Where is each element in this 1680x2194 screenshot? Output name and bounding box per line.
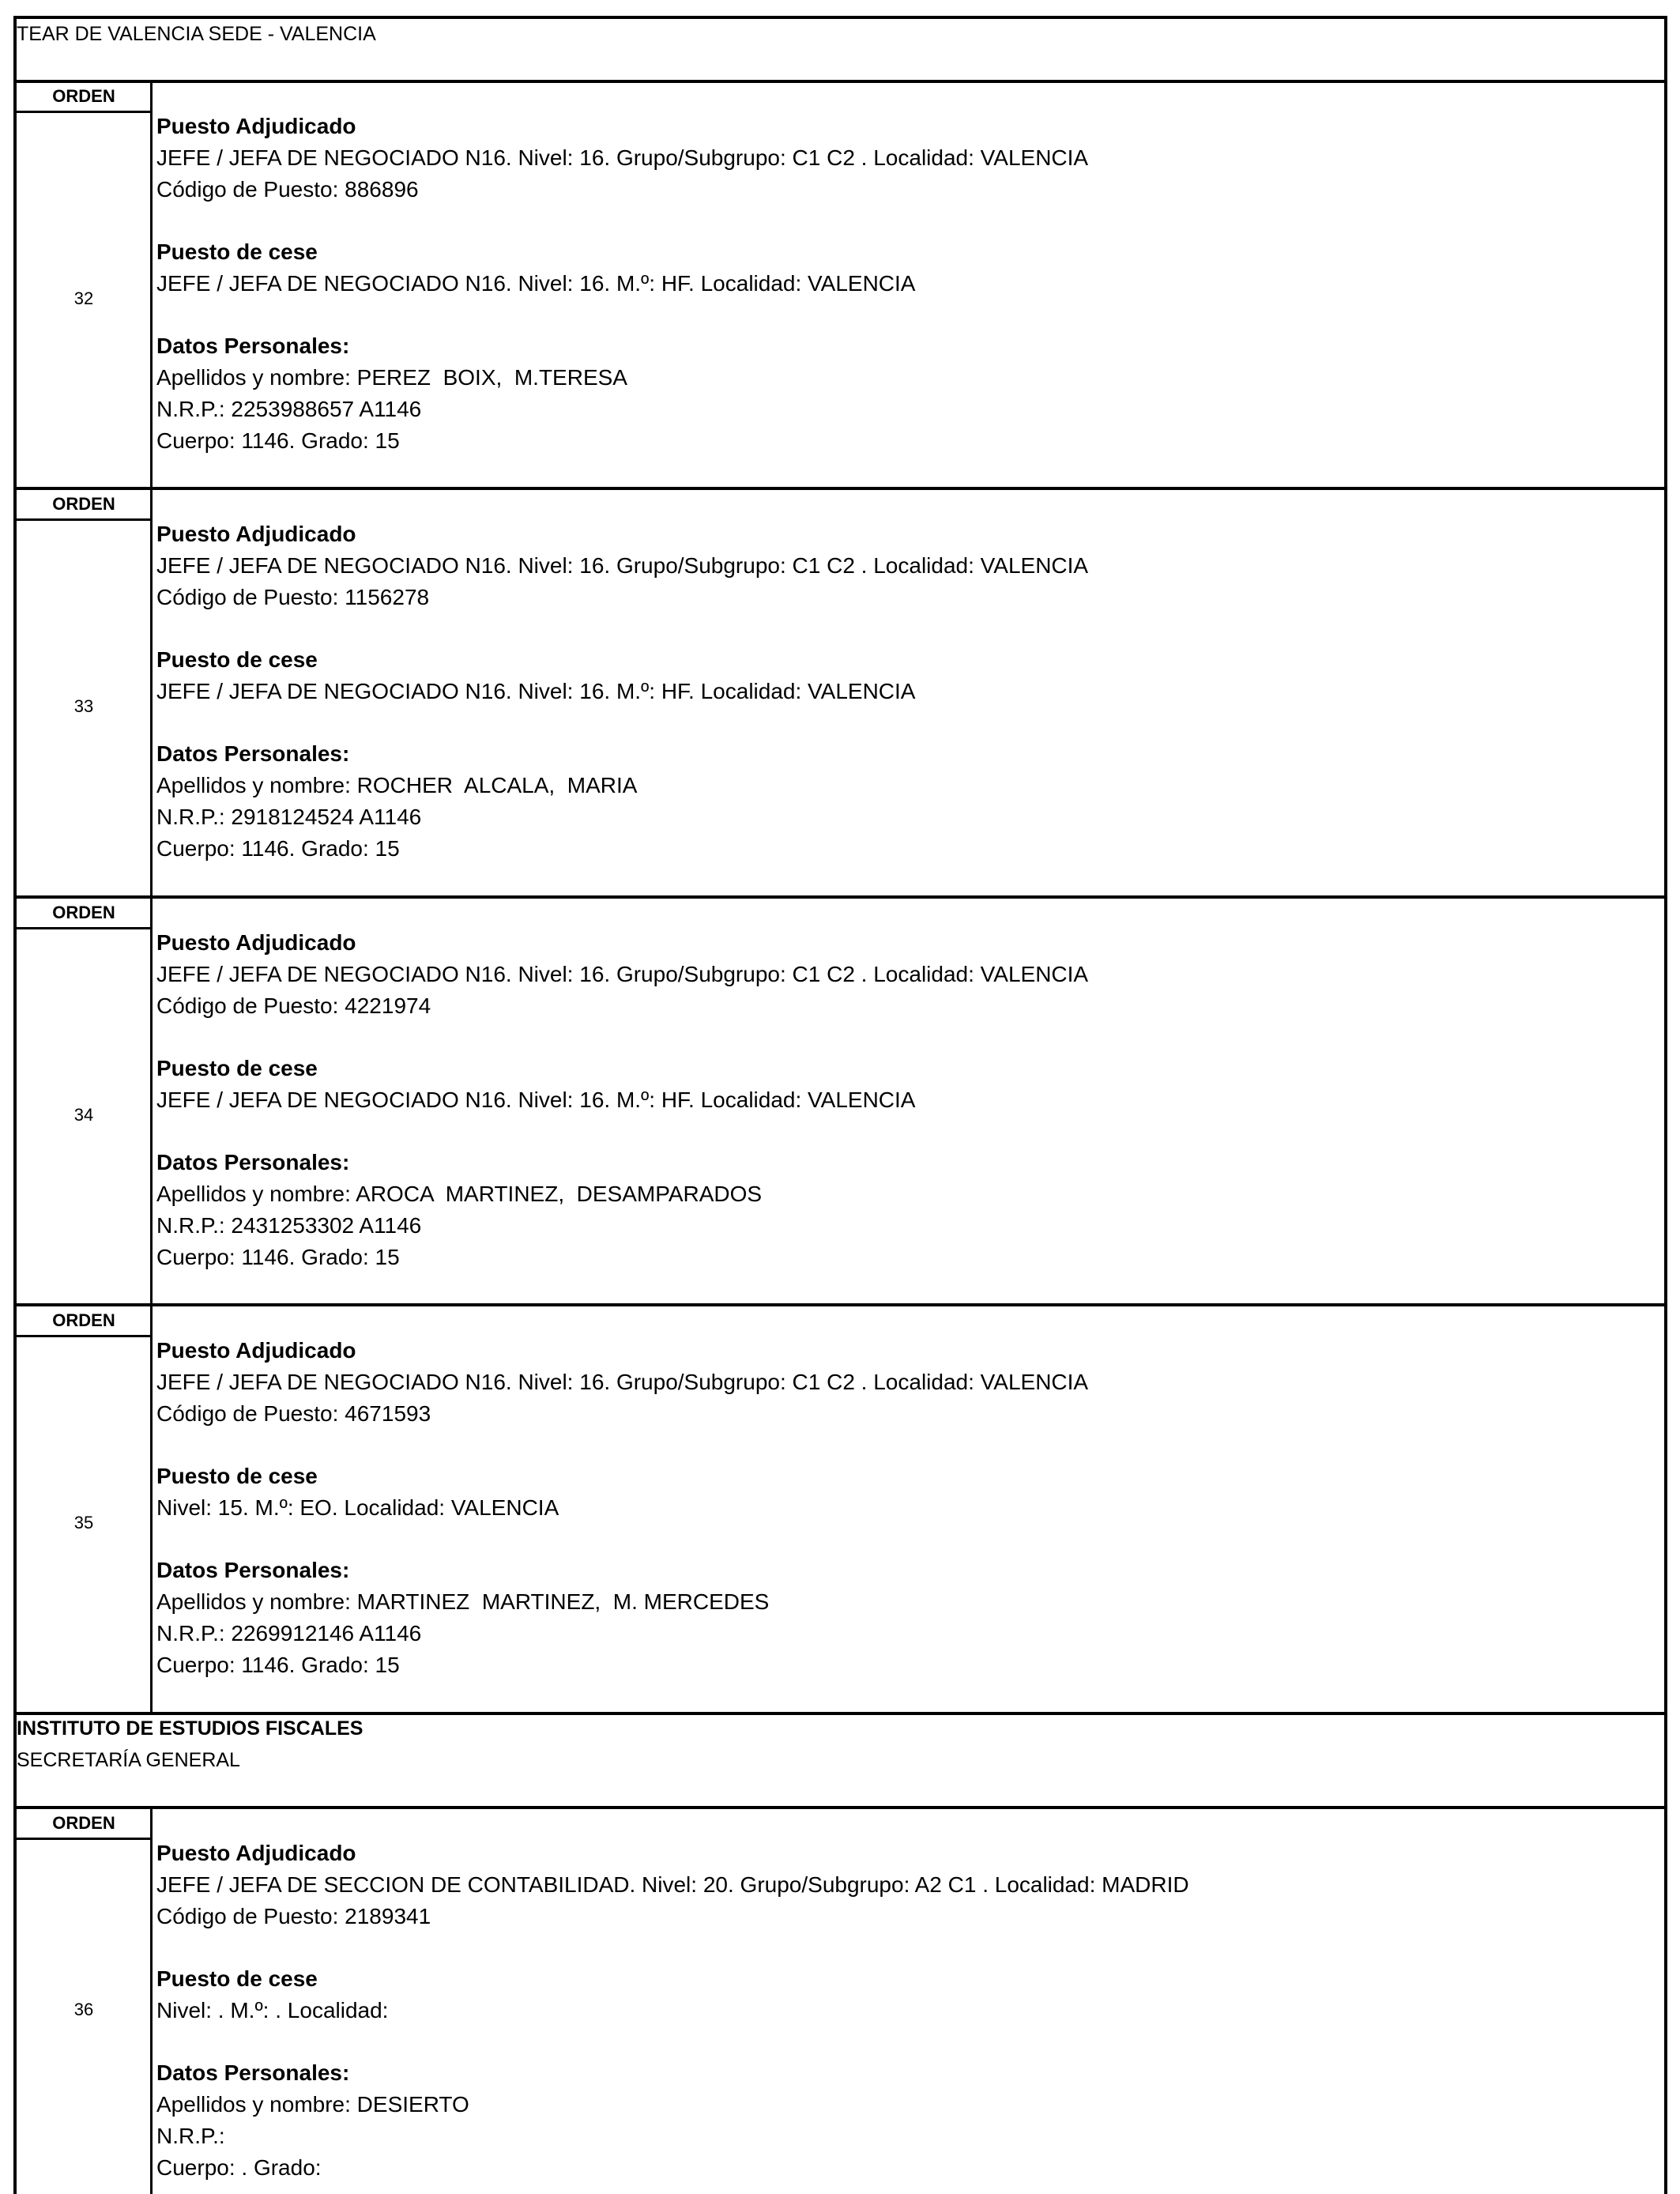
cuerpo-grado: Cuerpo: 1146. Grado: 15 bbox=[156, 1653, 400, 1677]
entry-divider bbox=[13, 1303, 1667, 1306]
cuerpo-grado: Cuerpo: . Grado: bbox=[156, 2155, 322, 2180]
orden-number: 34 bbox=[73, 1105, 94, 1125]
codigo-puesto: Código de Puesto: 1156278 bbox=[156, 585, 430, 609]
section-header-title: TEAR DE VALENCIA SEDE - VALENCIA bbox=[17, 23, 376, 45]
puesto-cese-heading: Puesto de cese bbox=[156, 1966, 318, 1991]
orden-column-divider bbox=[150, 895, 153, 1303]
puesto-adjudicado-description: JEFE / JEFA DE NEGOCIADO N16. Nivel: 16. Grupo/Subgrupo: C1 C2 . Localidad: VALENCIA bbox=[156, 553, 1089, 578]
puesto-cese-heading: Puesto de cese bbox=[156, 1056, 318, 1080]
puesto-cese-description: Nivel: . M.º: . Localidad: bbox=[156, 1998, 389, 2022]
orden-label-divider bbox=[17, 518, 151, 521]
cuerpo-grado: Cuerpo: 1146. Grado: 15 bbox=[156, 428, 400, 453]
codigo-puesto: Código de Puesto: 886896 bbox=[156, 177, 419, 202]
puesto-cese-heading: Puesto de cese bbox=[156, 239, 318, 264]
puesto-adjudicado-heading: Puesto Adjudicado bbox=[156, 1338, 356, 1363]
puesto-adjudicado-heading: Puesto Adjudicado bbox=[156, 114, 356, 138]
entry-divider bbox=[13, 487, 1667, 490]
orden-number: 32 bbox=[73, 288, 94, 308]
puesto-adjudicado-heading: Puesto Adjudicado bbox=[156, 522, 356, 546]
puesto-adjudicado-description: JEFE / JEFA DE SECCION DE CONTABILIDAD. Nivel: 20. Grupo/Subgrupo: A2 C1 . Localidad: MADRID bbox=[156, 1872, 1189, 1897]
apellidos-nombre: Apellidos y nombre: ROCHER ALCALA, MARIA bbox=[156, 773, 638, 797]
orden-label-divider bbox=[17, 1838, 151, 1840]
codigo-puesto: Código de Puesto: 4671593 bbox=[156, 1401, 431, 1426]
puesto-cese-description: Nivel: 15. M.º: EO. Localidad: VALENCIA bbox=[156, 1495, 559, 1520]
datos-personales-heading: Datos Personales: bbox=[156, 2060, 350, 2085]
orden-label-divider bbox=[17, 111, 151, 113]
puesto-cese-description: JEFE / JEFA DE NEGOCIADO N16. Nivel: 16. M.º: HF. Localidad: VALENCIA bbox=[156, 1088, 916, 1112]
nrp: N.R.P.: 2253988657 A1146 bbox=[156, 397, 422, 421]
apellidos-nombre: Apellidos y nombre: DESIERTO bbox=[156, 2092, 469, 2117]
codigo-puesto: Código de Puesto: 2189341 bbox=[156, 1904, 431, 1928]
section-header-subtitle: SECRETARÍA GENERAL bbox=[17, 1749, 240, 1771]
apellidos-nombre: Apellidos y nombre: PEREZ BOIX, M.TERESA bbox=[156, 365, 627, 390]
section-header-divider bbox=[13, 80, 1667, 83]
section-header-divider bbox=[13, 1806, 1667, 1809]
orden-label: ORDEN bbox=[52, 494, 115, 514]
orden-number: 36 bbox=[73, 2000, 94, 2019]
puesto-cese-description: JEFE / JEFA DE NEGOCIADO N16. Nivel: 16. M.º: HF. Localidad: VALENCIA bbox=[156, 271, 916, 296]
orden-number: 35 bbox=[73, 1513, 94, 1532]
cuerpo-grado: Cuerpo: 1146. Grado: 15 bbox=[156, 1245, 400, 1269]
puesto-adjudicado-heading: Puesto Adjudicado bbox=[156, 930, 356, 955]
puesto-cese-heading: Puesto de cese bbox=[156, 1464, 318, 1488]
apellidos-nombre: Apellidos y nombre: AROCA MARTINEZ, DESAMPARADOS bbox=[156, 1182, 763, 1206]
nrp: N.R.P.: 2918124524 A1146 bbox=[156, 805, 422, 829]
orden-label-divider bbox=[17, 1335, 151, 1337]
puesto-adjudicado-description: JEFE / JEFA DE NEGOCIADO N16. Nivel: 16. Grupo/Subgrupo: C1 C2 . Localidad: VALENCIA bbox=[156, 145, 1089, 170]
nrp: N.R.P.: 2431253302 A1146 bbox=[156, 1213, 422, 1238]
orden-label: ORDEN bbox=[52, 1310, 115, 1330]
nrp: N.R.P.: bbox=[156, 2124, 225, 2148]
nrp: N.R.P.: 2269912146 A1146 bbox=[156, 1621, 422, 1646]
section-header-title: INSTITUTO DE ESTUDIOS FISCALES bbox=[17, 1717, 363, 1740]
orden-column-divider bbox=[150, 1303, 153, 1712]
entry-details bbox=[156, 1335, 1650, 1681]
orden-column-divider bbox=[150, 487, 153, 895]
entry-divider bbox=[13, 895, 1667, 899]
datos-personales-heading: Datos Personales: bbox=[156, 741, 350, 766]
datos-personales-heading: Datos Personales: bbox=[156, 1150, 350, 1174]
section-divider bbox=[13, 1712, 1667, 1715]
frame-top-border bbox=[13, 16, 1667, 19]
datos-personales-heading: Datos Personales: bbox=[156, 334, 350, 358]
frame-right-border bbox=[1664, 16, 1667, 2194]
orden-label: ORDEN bbox=[52, 903, 115, 922]
puesto-adjudicado-description: JEFE / JEFA DE NEGOCIADO N16. Nivel: 16. Grupo/Subgrupo: C1 C2 . Localidad: VALENCIA bbox=[156, 962, 1089, 986]
orden-label: ORDEN bbox=[52, 1813, 115, 1833]
puesto-cese-description: JEFE / JEFA DE NEGOCIADO N16. Nivel: 16. M.º: HF. Localidad: VALENCIA bbox=[156, 679, 916, 703]
entry-details bbox=[156, 1838, 1650, 2184]
entry-details bbox=[156, 518, 1650, 865]
orden-column-divider bbox=[150, 80, 153, 487]
codigo-puesto: Código de Puesto: 4221974 bbox=[156, 993, 431, 1018]
orden-label-divider bbox=[17, 927, 151, 929]
cuerpo-grado: Cuerpo: 1146. Grado: 15 bbox=[156, 836, 400, 861]
entry-details bbox=[156, 927, 1650, 1273]
orden-number: 33 bbox=[73, 696, 94, 716]
puesto-adjudicado-description: JEFE / JEFA DE NEGOCIADO N16. Nivel: 16. Grupo/Subgrupo: C1 C2 . Localidad: VALENCIA bbox=[156, 1370, 1089, 1394]
orden-label: ORDEN bbox=[52, 86, 115, 106]
entry-details bbox=[156, 111, 1650, 457]
puesto-adjudicado-heading: Puesto Adjudicado bbox=[156, 1841, 356, 1865]
apellidos-nombre: Apellidos y nombre: MARTINEZ MARTINEZ, M. MERCEDES bbox=[156, 1589, 770, 1614]
puesto-cese-heading: Puesto de cese bbox=[156, 647, 318, 672]
datos-personales-heading: Datos Personales: bbox=[156, 1558, 350, 1582]
